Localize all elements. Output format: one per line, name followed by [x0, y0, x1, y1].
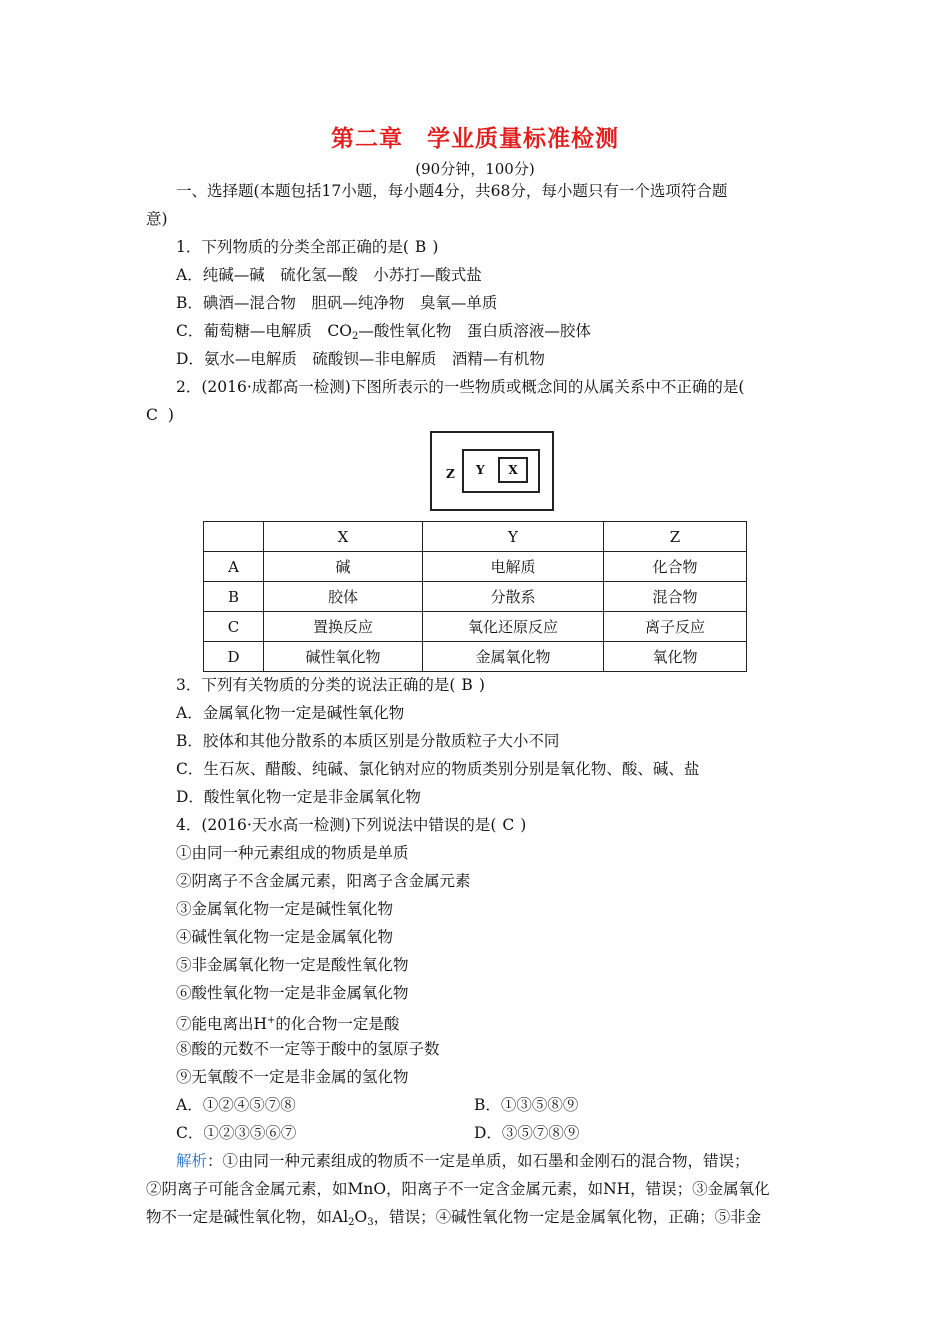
- co2-subscript: 2: [351, 331, 359, 342]
- table-cell: 混合物: [604, 582, 747, 612]
- table-cell: 胶体: [264, 582, 423, 612]
- analysis-text: O: [354, 1208, 368, 1226]
- question-3-answer: B: [461, 676, 473, 694]
- question-1-option-d: D．氨水—电解质 硫酸钡—非电解质 酒精—有机物: [176, 350, 545, 368]
- diagram-middle-box: [462, 449, 540, 493]
- question-1-stem: [176, 237, 438, 257]
- question-3-close: ): [478, 676, 485, 694]
- question-1-option-a: A．纯碱—碱 硫化氢—酸 小苏打—酸式盐: [176, 266, 482, 284]
- statement-7-text-rest: 的化合物一定是酸: [275, 1015, 400, 1033]
- question-4-option-b: B．①③⑤⑧⑨: [474, 1096, 579, 1114]
- question-1-answer: B: [414, 238, 427, 256]
- h-plus-superscript: +: [267, 1015, 276, 1026]
- statement-item: ⑨无氧酸不一定是非金属的氢化物: [176, 1068, 409, 1086]
- question-2-stem: 2．(2016·成都高一检测)下图所表示的一些物质或概念间的从属关系中不正确的是(: [176, 378, 745, 396]
- set-inclusion-diagram: [430, 431, 554, 511]
- analysis-text: 物不一定是碱性氧化物，如Al: [146, 1208, 349, 1226]
- option-c-text-rest: —酸性氧化物 蛋白质溶液—胶体: [358, 322, 591, 340]
- table-cell: 化合物: [604, 552, 747, 582]
- table-cell: A: [204, 552, 264, 582]
- diagram-label-y: Y: [476, 463, 485, 477]
- table-row: [204, 582, 747, 612]
- table-cell: 氧化还原反应: [423, 612, 604, 642]
- question-1-text: 1．下列物质的分类全部正确的是(: [176, 238, 409, 256]
- table-header-row: [204, 522, 747, 552]
- al2o3-subscript-2: 2: [348, 1217, 355, 1228]
- statement-item: ①由同一种元素组成的物质是单质: [176, 844, 409, 862]
- table-row: [204, 552, 747, 582]
- statement-7-text: ⑦能电离出H: [176, 1015, 268, 1033]
- table-cell: 置换反应: [264, 612, 423, 642]
- classification-table: [203, 521, 747, 672]
- question-4-close: ): [520, 816, 527, 834]
- diagram-label-z: Z: [446, 467, 455, 481]
- statement-item: [176, 1011, 399, 1034]
- table-cell: 碱: [264, 552, 423, 582]
- question-1-option-c: [176, 321, 591, 347]
- question-2-answer: C: [146, 406, 158, 424]
- table-header-cell: Z: [604, 522, 747, 552]
- diagram-inner-box: X: [498, 457, 528, 483]
- table-cell: D: [204, 642, 264, 672]
- statement-item: ⑧酸的元数不一定等于酸中的氢原子数: [176, 1040, 440, 1058]
- question-3-stem: [176, 675, 485, 695]
- question-4-text: 4．(2016·天水高一检测)下列说法中错误的是(: [176, 816, 497, 834]
- table-header-cell: Y: [423, 522, 604, 552]
- al2o3-subscript-3: 3: [367, 1217, 374, 1228]
- section-instructions: 一、选择题(本题包括17小题，每小题4分，共68分，每小题只有一个选项符合题: [176, 182, 728, 200]
- table-row: [204, 612, 747, 642]
- question-1-close: ): [432, 238, 439, 256]
- section-instructions-cont: 意): [146, 210, 168, 228]
- question-3-option-d: D．酸性氧化物一定是非金属氧化物: [176, 788, 421, 806]
- question-3-text: 3．下列有关物质的分类的说法正确的是(: [176, 676, 456, 694]
- analysis-text: ：①由同一种元素组成的物质不一定是单质，如石墨和金刚石的混合物，错误；: [207, 1152, 750, 1170]
- statement-item: ④碱性氧化物一定是金属氧化物: [176, 928, 394, 946]
- analysis-label: 解析: [176, 1152, 208, 1170]
- table-row: [204, 642, 747, 672]
- question-4-stem: [176, 815, 526, 835]
- question-4-answer: C: [502, 816, 515, 834]
- statement-item: ③金属氧化物一定是碱性氧化物: [176, 900, 394, 918]
- table-cell: 碱性氧化物: [264, 642, 423, 672]
- question-4-option-c: C．①②③⑤⑥⑦: [176, 1124, 297, 1142]
- question-4-option-a: A．①②④⑤⑦⑧: [176, 1096, 296, 1114]
- table-header-cell: X: [264, 522, 423, 552]
- question-3-option-a: A．金属氧化物一定是碱性氧化物: [176, 704, 405, 722]
- question-4-option-d: D．③⑤⑦⑧⑨: [474, 1124, 580, 1142]
- statement-item: ⑥酸性氧化物一定是非金属氧化物: [176, 984, 409, 1002]
- question-3-option-b: B．胶体和其他分散系的本质区别是分散质粒子大小不同: [176, 732, 560, 750]
- question-1-option-b: B．碘酒—混合物 胆矾—纯净物 臭氧—单质: [176, 294, 498, 312]
- analysis-text-rest: ，错误；④碱性氧化物一定是金属氧化物，正确；⑤非金: [373, 1208, 762, 1226]
- question-2-answer-line: [146, 405, 174, 425]
- analysis-line-3: [146, 1207, 761, 1233]
- statement-item: ②阴离子不含金属元素，阳离子含金属元素: [176, 872, 471, 890]
- exam-time-score: (90分钟，100分): [415, 160, 535, 178]
- question-3-option-c: C．生石灰、醋酸、纯碱、氯化钠对应的物质类别分别是氧化物、酸、碱、盐: [176, 760, 700, 778]
- table-header-cell: [204, 522, 264, 552]
- table-cell: C: [204, 612, 264, 642]
- table-cell: B: [204, 582, 264, 612]
- analysis-line-2: ②阴离子可能含金属元素，如MnO，阳离子不一定含金属元素，如NH，错误；③金属氧化: [146, 1180, 770, 1198]
- table-cell: 金属氧化物: [423, 642, 604, 672]
- chapter-title: 第二章 学业质量标准检测: [331, 126, 619, 152]
- option-c-text: C．葡萄糖—电解质 CO: [176, 322, 352, 340]
- table-cell: 电解质: [423, 552, 604, 582]
- statement-item: ⑤非金属氧化物一定是酸性氧化物: [176, 956, 409, 974]
- table-cell: 氧化物: [604, 642, 747, 672]
- table-cell: 离子反应: [604, 612, 747, 642]
- question-2-close: ): [167, 406, 174, 424]
- analysis-line-1: [176, 1151, 750, 1171]
- table-cell: 分散系: [423, 582, 604, 612]
